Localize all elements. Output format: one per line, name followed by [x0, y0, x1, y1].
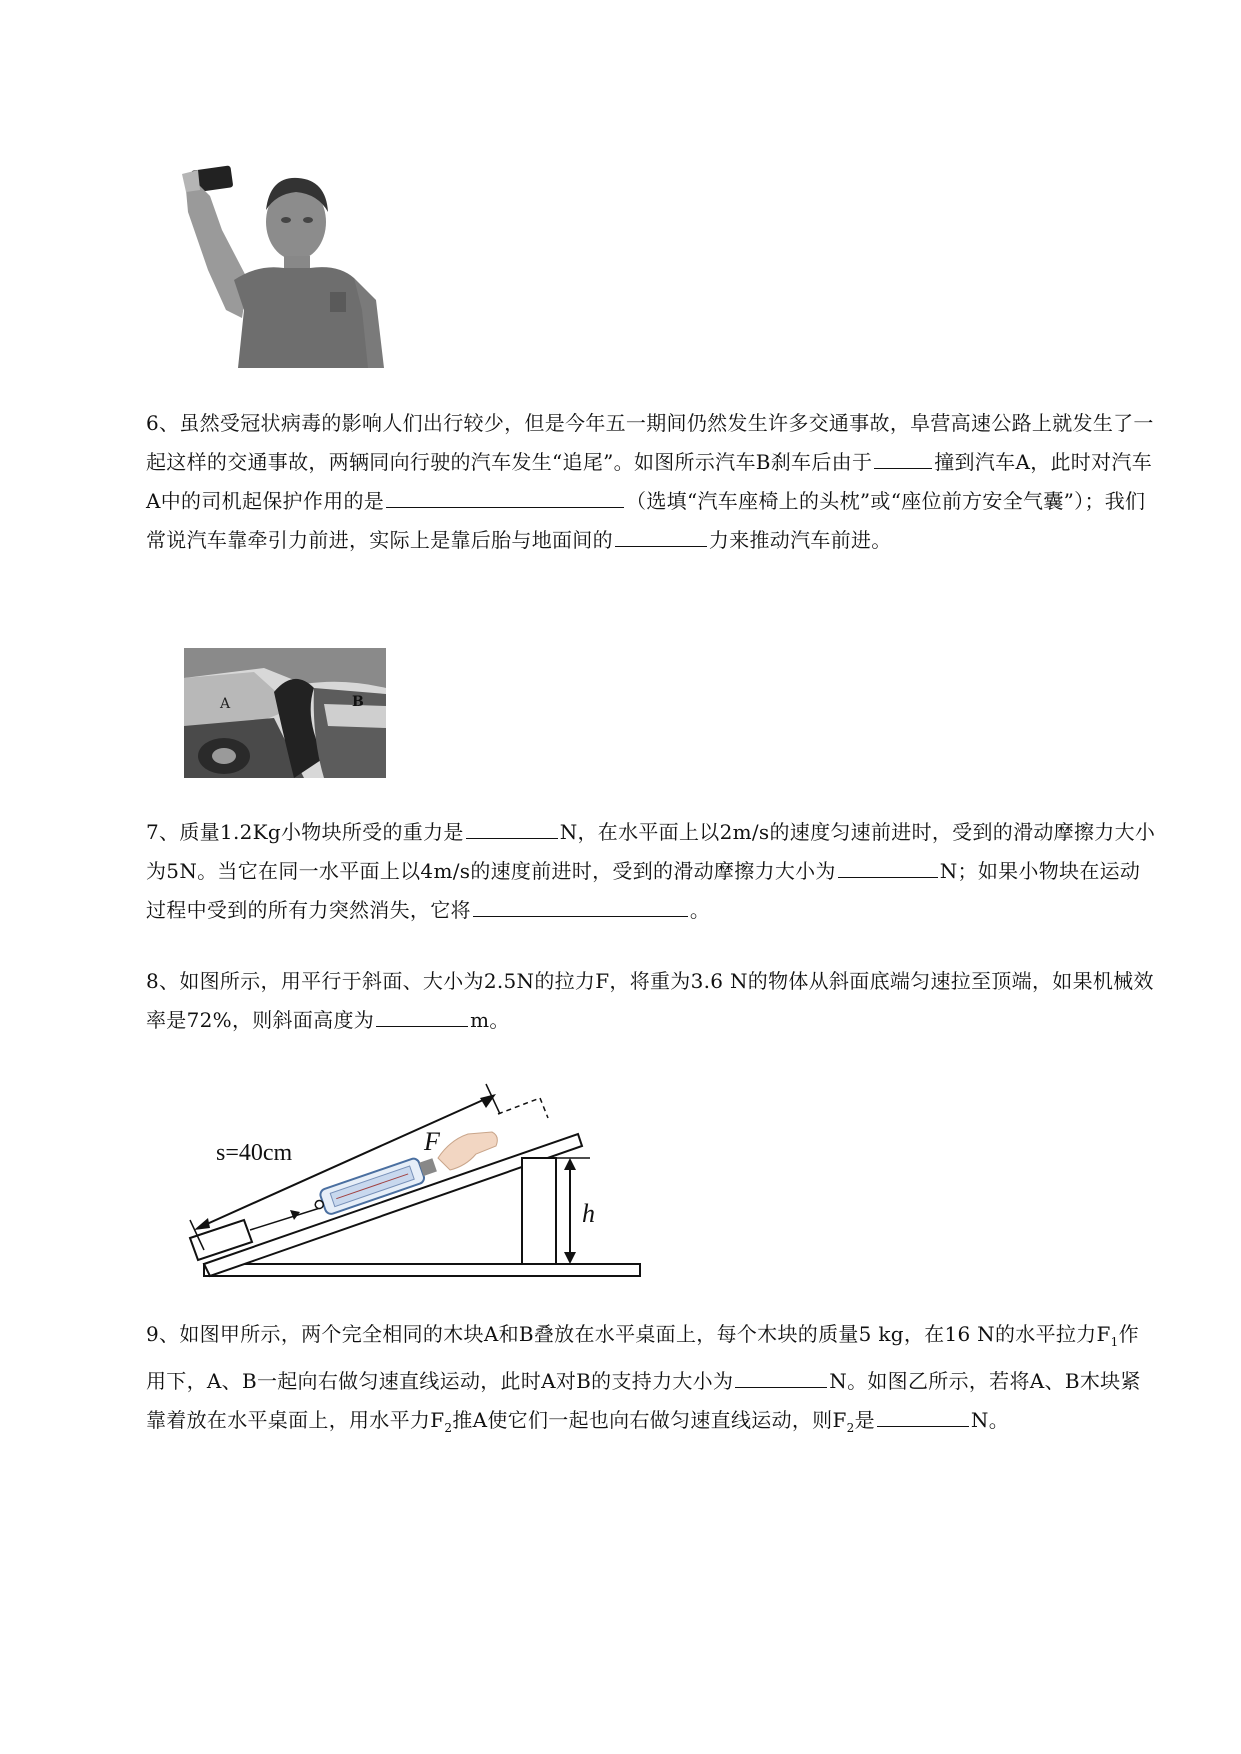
q6-blank-2[interactable]: [386, 485, 624, 508]
q6-text-3: （选填“汽车座椅上的头枕”或“座位前方安全气囊”）；我们常说汽车靠牵引力前进，实际上是靠后胎与地面间的: [146, 489, 1146, 552]
q7-blank-3[interactable]: [473, 894, 688, 917]
incline-diagram: [180, 1070, 650, 1288]
selfie-photo-icon: [178, 160, 388, 368]
question-9: [146, 1315, 1156, 1448]
car-b-label: B: [352, 694, 364, 710]
q7-blank-1[interactable]: [466, 816, 558, 839]
q7-blank-2[interactable]: [838, 855, 938, 878]
car-a-label: A: [220, 696, 231, 712]
distance-label: s=40cm: [216, 1140, 293, 1166]
q7-text-4: 。: [689, 898, 711, 922]
q6-text-1: 6、虽然受冠状病毒的影响人们出行较少，但是今年五一期间仍然发生许多交通事故，阜营高速公路上就发生了一起这样的交通事故，两辆同向行驶的汽车发生“追尾”。如图所示汽车B刹车后由于: [146, 411, 1154, 474]
q9-sub-3: 2: [846, 1421, 855, 1435]
q9-text-1: 9、如图甲所示，两个完全相同的木块A和B叠放在水平桌面上，每个木块的质量5 kg，在16 N的水平拉力F: [146, 1322, 1111, 1346]
q9-text-3: N。如图乙所示，若将A、B木块紧靠着放在水平桌面上，用水平力F: [146, 1369, 1141, 1432]
q7-text-3: N；如果小物块在运动过程中受到的所有力突然消失，它将: [146, 859, 1141, 922]
q7-text-2: N，在水平面上以2m/s的速度匀速前进时，受到的滑动摩擦力大小为5N。当它在同一水平面上以4m/s的速度前进时，受到的滑动摩擦力大小为: [146, 820, 1156, 883]
q8-text-2: m。: [470, 1008, 510, 1032]
q9-blank-1[interactable]: [735, 1365, 827, 1388]
q9-blank-2[interactable]: [877, 1404, 969, 1427]
q9-text-2: 作用下，A、B一起向右做匀速直线运动，此时A对B的支持力大小为: [146, 1322, 1139, 1393]
q7-text-1: 7、质量1.2Kg小物块所受的重力是: [146, 820, 464, 844]
force-label: F: [424, 1127, 440, 1156]
question-8: [146, 962, 1156, 1040]
q9-text-5: 是: [854, 1408, 875, 1432]
q6-text-2: 撞到汽车A，此时对汽车A中的司机起保护作用的是: [146, 450, 1152, 513]
q8-text-1: 8、如图所示，用平行于斜面、大小为2.5N的拉力F，将重为3.6 N的物体从斜面底端匀速拉至顶端，如果机械效率是72%，则斜面高度为: [146, 969, 1154, 1032]
q9-sub-1: 1: [1110, 1335, 1119, 1349]
q6-blank-3[interactable]: [615, 524, 707, 547]
q9-text-4: 推A使它们一起也向右做匀速直线运动，则F: [452, 1408, 847, 1432]
q6-blank-1[interactable]: [874, 446, 932, 469]
height-label: h: [582, 1199, 595, 1228]
question-6: [146, 404, 1156, 560]
q9-sub-2: 2: [444, 1421, 453, 1435]
q9-text-6: N。: [970, 1408, 1010, 1432]
question-7: [146, 813, 1156, 930]
car-collision-photo-icon: [184, 648, 386, 778]
q8-blank-1[interactable]: [376, 1004, 468, 1027]
q6-text-4: 力来推动汽车前进。: [708, 528, 892, 552]
